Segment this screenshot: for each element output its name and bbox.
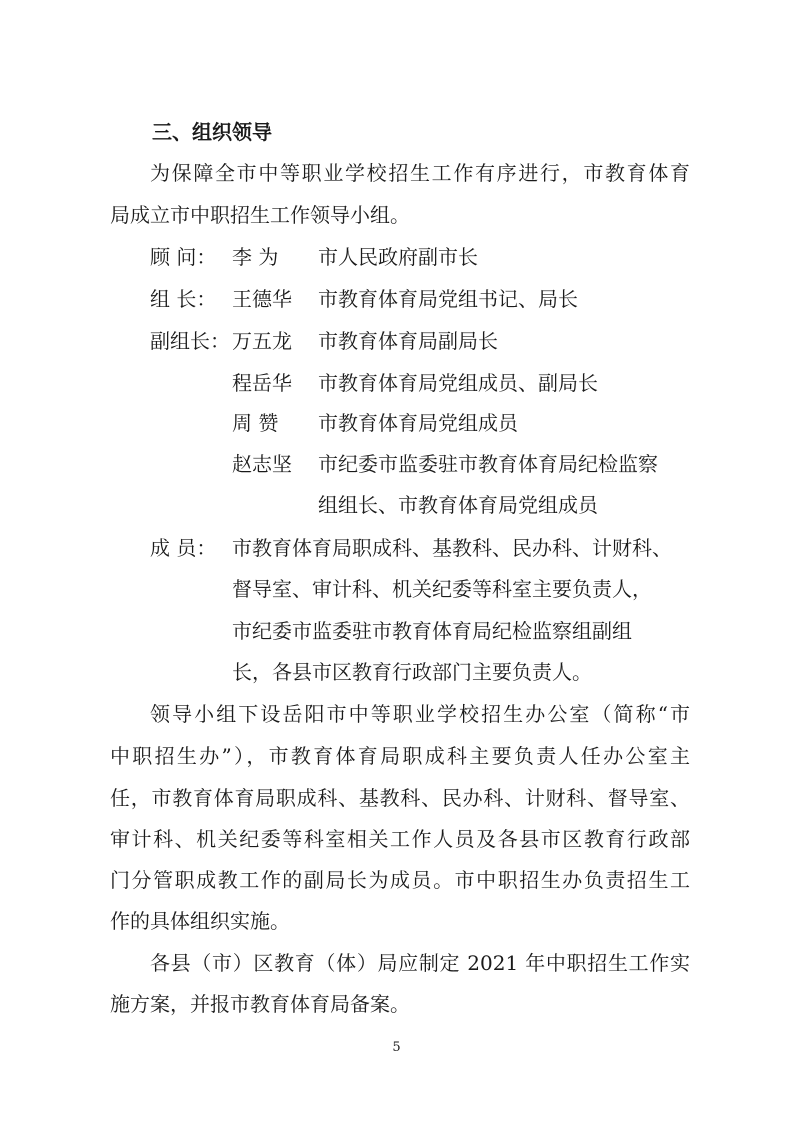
adviser-role: 顾 问：	[150, 245, 217, 269]
page-number: 5	[392, 1040, 401, 1055]
members-line-4: 长，各县市区教育行政部门主要负责人。	[232, 660, 592, 684]
section-heading: 三、组织领导	[152, 120, 272, 144]
para2-line-3: 任，市教育体育局职成科、基教科、民办科、计财科、督导室、	[110, 786, 690, 810]
members-line-3: 市纪委市监委驻市教育体育局纪检监察组副组	[232, 619, 632, 643]
deputy-name-1: 万五龙	[232, 329, 292, 353]
para2-line-2: 中职招生办”），市教育体育局职成科主要负责人任办公室主	[110, 744, 690, 768]
deputy-title-4-cont: 组组长、市教育体育局党组成员	[318, 493, 598, 517]
members-role: 成 员：	[150, 536, 217, 560]
para2-line-4: 审计科、机关纪委等科室相关工作人员及各县市区教育行政部	[110, 827, 690, 851]
adviser-title: 市人民政府副市长	[318, 245, 478, 269]
deputy-name-4: 赵志坚	[232, 452, 292, 476]
deputy-name-3: 周 赞	[232, 411, 279, 435]
para3-line-1: 各县（市）区教育（体）局应制定 2021 年中职招生工作实	[150, 951, 690, 975]
para2-line-1: 领导小组下设岳阳市中等职业学校招生办公室（简称“市	[150, 702, 690, 726]
deputy-name-2: 程岳华	[232, 371, 292, 395]
deputy-title-4: 市纪委市监委驻市教育体育局纪检监察	[318, 452, 658, 476]
leader-role: 组 长：	[150, 287, 217, 311]
members-line-1: 市教育体育局职成科、基教科、民办科、计财科、	[232, 536, 672, 560]
para2-line-6: 作的具体组织实施。	[110, 909, 290, 933]
deputy-title-1: 市教育体育局副局长	[318, 329, 498, 353]
deputy-title-2: 市教育体育局党组成员、副局长	[318, 371, 598, 395]
deputy-title-3: 市教育体育局党组成员	[318, 411, 518, 435]
leader-title: 市教育体育局党组书记、局长	[318, 287, 578, 311]
intro-line-2: 局成立市中职招生工作领导小组。	[110, 203, 410, 227]
intro-line-1: 为保障全市中等职业学校招生工作有序进行，市教育体育	[150, 161, 690, 185]
adviser-name: 李 为	[232, 245, 279, 269]
leader-name: 王德华	[232, 287, 292, 311]
para3-line-2: 施方案，并报市教育体育局备案。	[110, 992, 410, 1016]
members-line-2: 督导室、审计科、机关纪委等科室主要负责人，	[232, 577, 652, 601]
para2-line-5: 门分管职成教工作的副局长为成员。市中职招生办负责招生工	[110, 868, 690, 892]
deputy-role: 副组长：	[150, 329, 230, 353]
